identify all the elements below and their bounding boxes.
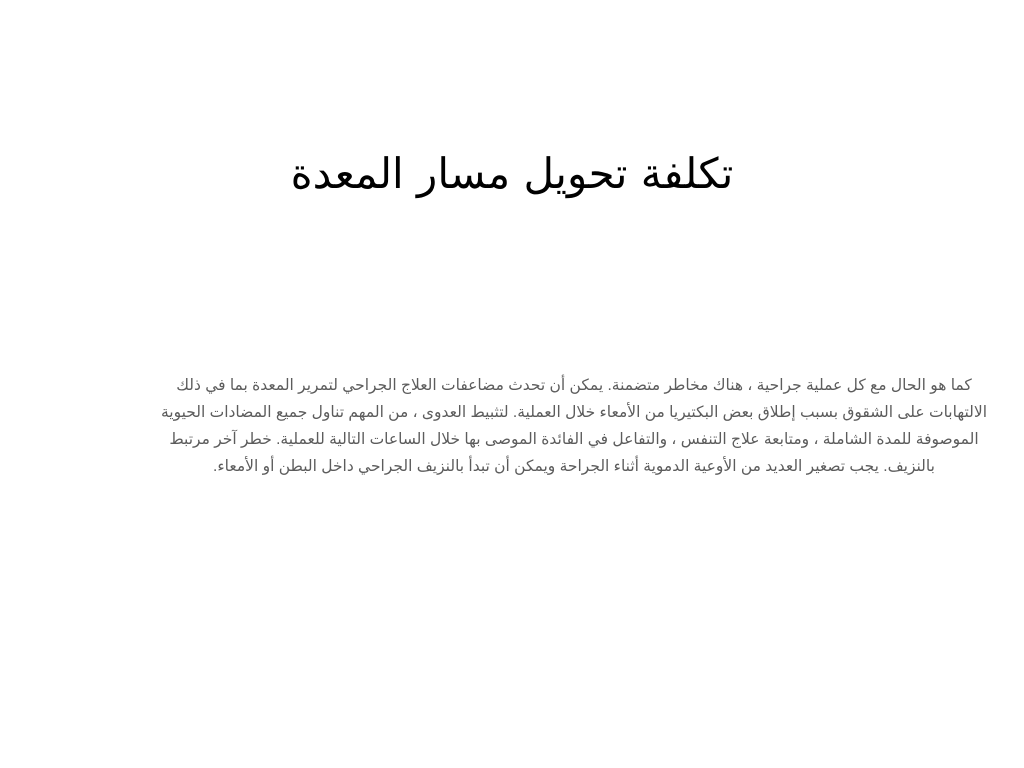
slide-title: تكلفة تحويل مسار المعدة [290, 149, 734, 198]
slide-body-text: كما هو الحال مع كل عملية جراحية ، هناك مخاطر متضمنة. يمكن أن تحدث مضاعفات العلاج الجراحي لتمرير المعدة بما في ذلك الالتهابات على الشقوق بسبب إطلاق بعض البكتيريا من الأمعاء خلال العملية. لتثبيط العدوى ، من المهم تناول جميع المضادات الحيوية الموصوفة للمدة الشاملة ، ومتابعة علاج التنفس ، والتفاعل في الفائدة الموصى بها خلال الساعات التالية للعملية. خطر آخر مرتبط بالنزيف. يجب تصغير العديد من الأوعية الدموية أثناء الجراحة ويمكن أن تبدأ بالنزيف الجراحي داخل البطن أو الأمعاء. [160, 377, 988, 475]
